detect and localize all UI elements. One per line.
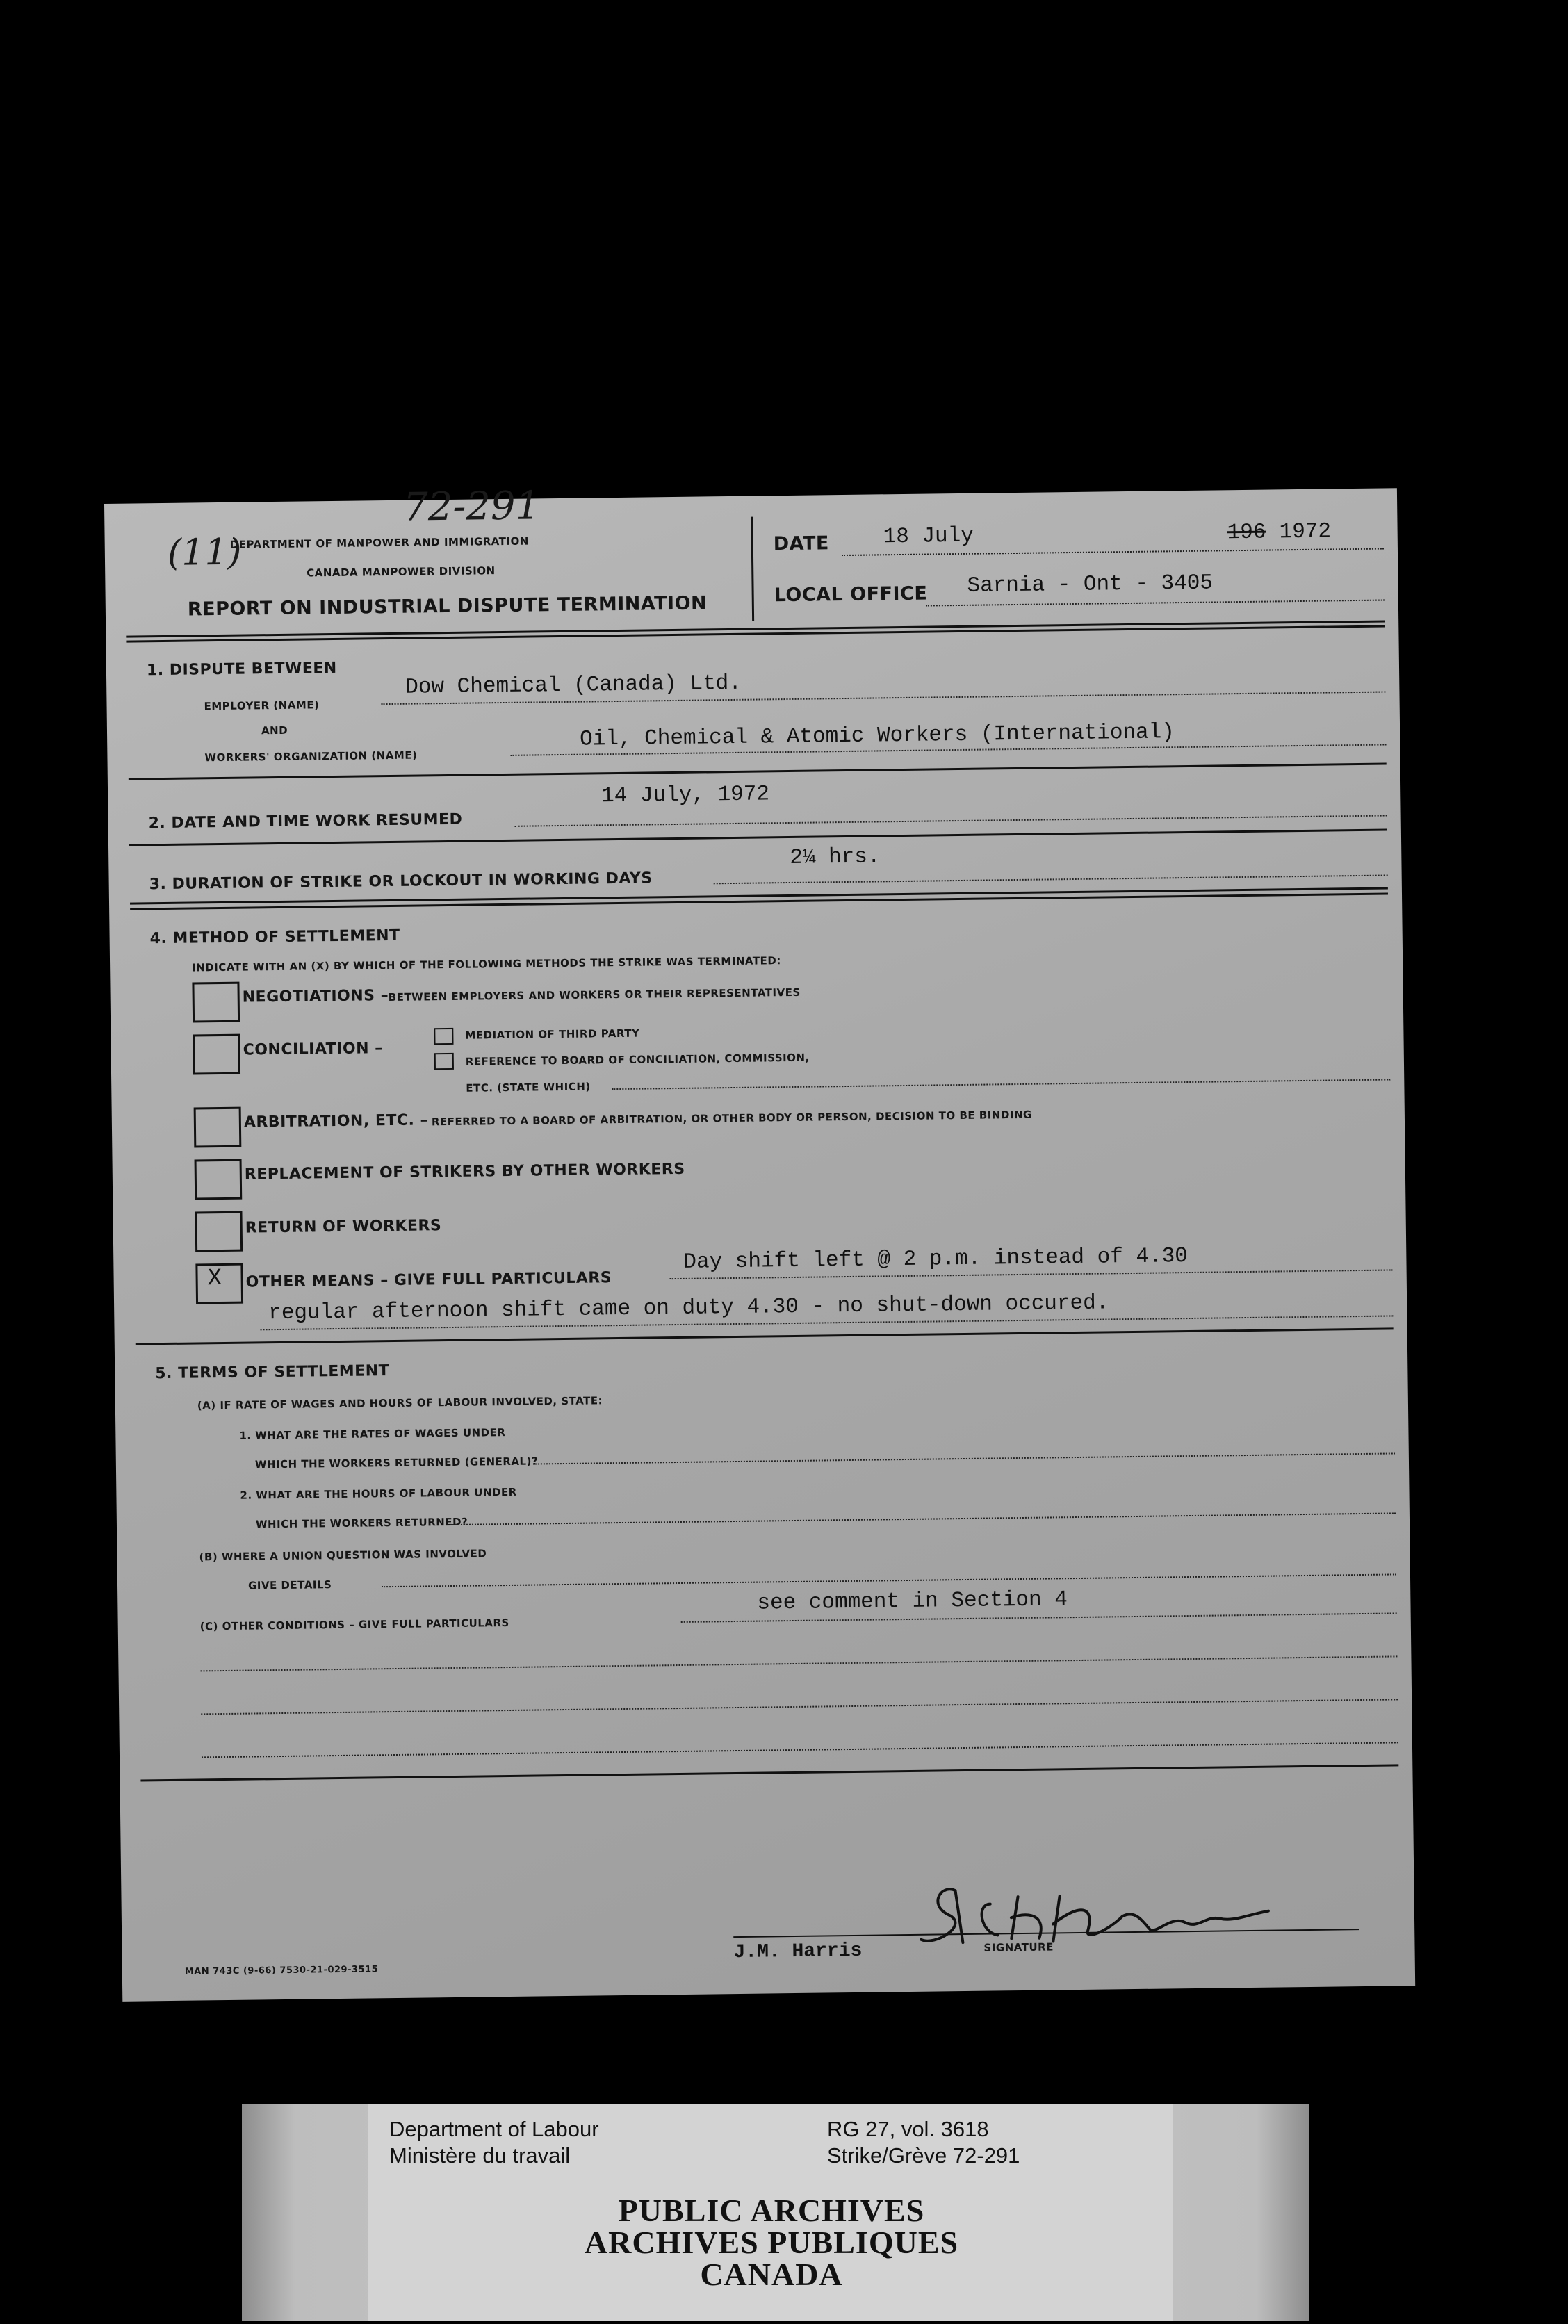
other-conditions-line-4 xyxy=(202,1742,1398,1758)
handwritten-circled-number: (11) xyxy=(167,531,242,574)
other-conditions-value: see comment in Section 4 xyxy=(757,1587,1068,1616)
reference-label: REFERENCE TO BOARD OF CONCILIATION, COMMISSION, xyxy=(465,1051,810,1068)
section4-heading: 4. METHOD OF SETTLEMENT xyxy=(149,926,400,948)
dept-french: Ministère du travail xyxy=(389,2143,571,2168)
archives-french: ARCHIVES PUBLIQUES xyxy=(584,2225,959,2260)
terms-a-label: (A) IF RATE OF WAGES AND HOURS OF LABOUR INVOLVED, STATE: xyxy=(197,1394,603,1412)
archive-card-label xyxy=(368,2104,1173,2321)
return-workers-checkbox[interactable] xyxy=(195,1211,243,1252)
handwritten-signature xyxy=(913,1873,1275,1954)
section5-rule xyxy=(140,1764,1398,1781)
archives-english: PUBLIC ARCHIVES xyxy=(618,2193,925,2228)
other-means-value-2: regular afternoon shift came on duty 4.30 - no shut-down occured. xyxy=(268,1291,1109,1326)
handwritten-file-number: 72-291 xyxy=(402,483,541,530)
section4-rule xyxy=(136,1327,1394,1345)
date-label: DATE xyxy=(773,532,830,555)
duration-label: 3. DURATION OF STRIKE OR LOCKOUT IN WORKING DAYS xyxy=(149,869,653,894)
report-form xyxy=(104,483,1415,2002)
other-means-x-mark: X xyxy=(207,1266,222,1293)
work-resumed-label: 2. DATE AND TIME WORK RESUMED xyxy=(148,810,463,833)
mediation-checkbox[interactable] xyxy=(434,1028,453,1045)
negotiations-label: NEGOTIATIONS – xyxy=(242,987,389,1006)
reference-checkbox[interactable] xyxy=(434,1053,454,1070)
workers-org-label: WORKERS' ORGANIZATION (NAME) xyxy=(204,748,418,764)
typed-name: J.M. Harris xyxy=(733,1940,863,1964)
dept-english: Department of Labour xyxy=(389,2117,599,2141)
q1-line2: WHICH THE WORKERS RETURNED (GENERAL)? xyxy=(254,1455,539,1471)
union-question-line2: GIVE DETAILS xyxy=(247,1578,332,1592)
arbitration-label: ARBITRATION, ETC. – xyxy=(243,1111,429,1131)
form-number: MAN 743C (9-66) 7530-21-029-3515 xyxy=(184,1964,379,1977)
workers-org-value: Oil, Chemical & Atomic Workers (International) xyxy=(579,720,1175,752)
and-label: AND xyxy=(261,723,288,737)
negotiations-desc: BETWEEN EMPLOYERS AND WORKERS OR THEIR REPRESENTATIVES xyxy=(388,985,801,1004)
mediation-label: MEDIATION OF THIRD PARTY xyxy=(465,1026,640,1042)
other-means-value-1: Day shift left @ 2 p.m. instead of 4.30 xyxy=(683,1244,1189,1275)
section5-heading: 5. TERMS OF SETTLEMENT xyxy=(155,1362,390,1383)
work-resumed-line xyxy=(515,815,1387,826)
union-question-line1: (B) WHERE A UNION QUESTION WAS INVOLVED xyxy=(199,1547,487,1564)
local-office-label: LOCAL OFFICE xyxy=(774,582,928,607)
other-conditions-line-3 xyxy=(201,1699,1398,1715)
section1-heading: 1. DISPUTE BETWEEN xyxy=(146,659,337,680)
duration-line xyxy=(714,874,1388,884)
duration-value: 2¼ hrs. xyxy=(790,844,881,870)
section4-instruction: INDICATE WITH AN (X) BY WHICH OF THE FOLLOWING METHODS THE STRIKE WAS TERMINATED: xyxy=(192,954,781,974)
q2-line xyxy=(450,1512,1396,1525)
header-divider xyxy=(751,517,754,621)
negotiations-checkbox[interactable] xyxy=(192,982,240,1023)
signature-label: SIGNATURE xyxy=(983,1940,1054,1954)
employer-value: Dow Chemical (Canada) Ltd. xyxy=(405,671,742,700)
conciliation-checkbox[interactable] xyxy=(193,1034,240,1075)
work-resumed-value: 14 July, 1972 xyxy=(601,782,770,809)
union-question-line xyxy=(382,1573,1396,1587)
local-office-value: Sarnia - Ont - 3405 xyxy=(967,571,1214,598)
q1-line xyxy=(533,1452,1395,1464)
state-which-label: ETC. (STATE WHICH) xyxy=(466,1080,591,1095)
department-line: DEPARTMENT OF MANPOWER AND IMMIGRATION xyxy=(229,534,529,551)
archive-reference-1: RG 27, vol. 3618 xyxy=(827,2117,989,2141)
other-means-label: OTHER MEANS – GIVE FULL PARTICULARS xyxy=(245,1269,612,1291)
section1-rule xyxy=(129,762,1387,780)
arbitration-checkbox[interactable] xyxy=(194,1107,242,1148)
section2-rule xyxy=(129,828,1387,846)
local-office-line xyxy=(926,600,1385,607)
archive-reference-2: Strike/Grève 72-291 xyxy=(827,2143,1020,2168)
division-line: CANADA MANPOWER DIVISION xyxy=(307,564,496,580)
other-conditions-line-2 xyxy=(201,1655,1398,1671)
q2-line1: 2. WHAT ARE THE HOURS OF LABOUR UNDER xyxy=(240,1485,517,1502)
q1-line1: 1. WHAT ARE THE RATES OF WAGES UNDER xyxy=(239,1426,506,1442)
year-struck: 196 xyxy=(1227,520,1266,546)
arbitration-desc: REFERRED TO A BOARD OF ARBITRATION, OR OTHER BODY OR PERSON, DECISION TO BE BINDING xyxy=(431,1108,1032,1129)
replacement-label: REPLACEMENT OF STRIKERS BY OTHER WORKERS xyxy=(244,1160,685,1184)
other-conditions-label: (C) OTHER CONDITIONS – GIVE FULL PARTICULARS xyxy=(199,1617,509,1633)
replacement-checkbox[interactable] xyxy=(195,1159,243,1200)
archive-card xyxy=(242,2104,1309,2321)
state-which-line xyxy=(612,1079,1390,1090)
q2-line2: WHICH THE WORKERS RETURNED? xyxy=(255,1515,468,1531)
date-value: 18 July xyxy=(883,523,974,550)
form-title: REPORT ON INDUSTRIAL DISPUTE TERMINATION xyxy=(187,592,708,621)
return-workers-label: RETURN OF WORKERS xyxy=(245,1217,442,1237)
conciliation-label: CONCILIATION – xyxy=(243,1040,383,1059)
employer-label: EMPLOYER (NAME) xyxy=(204,698,320,713)
archives-country: CANADA xyxy=(700,2257,843,2292)
date-line xyxy=(842,548,1384,557)
year-value: 1972 xyxy=(1279,519,1332,545)
